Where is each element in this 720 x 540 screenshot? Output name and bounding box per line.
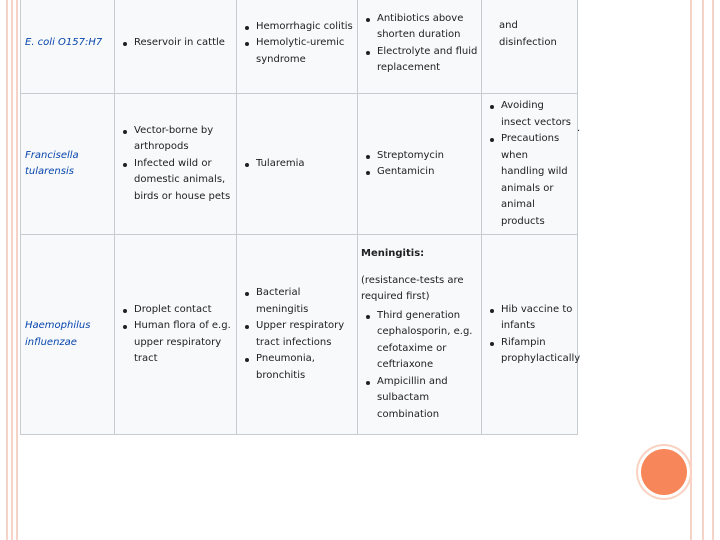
list-item: Infected wild or domestic animals, birds or house pets xyxy=(134,156,233,206)
list-item: Bacterial meningitis xyxy=(256,285,354,318)
transmission-cell xyxy=(115,235,237,435)
list-item: Pneumonia, bronchitis xyxy=(256,351,354,384)
pathogen-table-crop xyxy=(20,0,581,420)
table-row xyxy=(21,235,578,435)
treatment-heading: Meningitis: xyxy=(361,248,425,259)
diseases-cell xyxy=(237,94,358,235)
treatment-cell xyxy=(358,0,482,94)
list-item: Electrolyte and fluid replacement xyxy=(377,44,478,77)
organism-link[interactable]: Francisella tularensis xyxy=(21,94,115,235)
prevention-cell xyxy=(482,235,581,435)
list-item: Rifampin prophylactically xyxy=(501,335,574,368)
treatment-note: (resistance-tests are required first) xyxy=(361,274,464,302)
list-item: Reservoir in cattle xyxy=(134,35,233,52)
list-item: Avoiding insect vectors xyxy=(501,98,574,131)
treatment-cell xyxy=(358,94,482,235)
transmission-cell xyxy=(115,94,237,235)
list-item: Human flora of e.g. upper respiratory tract xyxy=(134,318,233,368)
list-item: Third generation cephalosporin, e.g. cefotaxime or ceftriaxone xyxy=(377,308,478,374)
orange-circle-decoration xyxy=(641,449,687,495)
list-item: Precautions when handling wild animals or animal products xyxy=(501,131,574,230)
diseases-cell xyxy=(237,0,358,94)
table-row xyxy=(21,94,578,235)
left-decorative-rule xyxy=(6,0,18,540)
list-item: Antibiotics above shorten duration xyxy=(377,11,478,44)
list-item: Upper respiratory tract infections xyxy=(256,318,354,351)
list-item: Ampicillin and sulbactam combination xyxy=(377,374,478,424)
list-item: and disinfection xyxy=(499,20,557,48)
organism-link[interactable]: Haemophilus influenzae xyxy=(21,235,115,435)
treatment-cell xyxy=(358,235,482,435)
prevention-cell xyxy=(482,94,581,235)
list-item: Streptomycin xyxy=(377,148,478,165)
list-item: Hemolytic-uremic syndrome xyxy=(256,35,354,68)
list-item: Vector-borne by arthropods xyxy=(134,123,233,156)
diseases-cell xyxy=(237,235,358,435)
list-item: Gentamicin xyxy=(377,164,478,181)
list-item: Tularemia xyxy=(256,156,354,173)
transmission-cell xyxy=(115,0,237,94)
list-item: Hib vaccine to infants xyxy=(501,302,574,335)
pathogen-table xyxy=(20,0,581,435)
prevention-cell xyxy=(482,0,578,94)
list-item: Hemorrhagic colitis xyxy=(256,19,354,36)
right-decorative-rule xyxy=(690,0,714,540)
table-row xyxy=(21,0,578,94)
list-item: Droplet contact xyxy=(134,302,233,319)
organism-link[interactable]: E. coli O157:H7 xyxy=(21,0,115,94)
stray-mark: · xyxy=(577,126,581,137)
